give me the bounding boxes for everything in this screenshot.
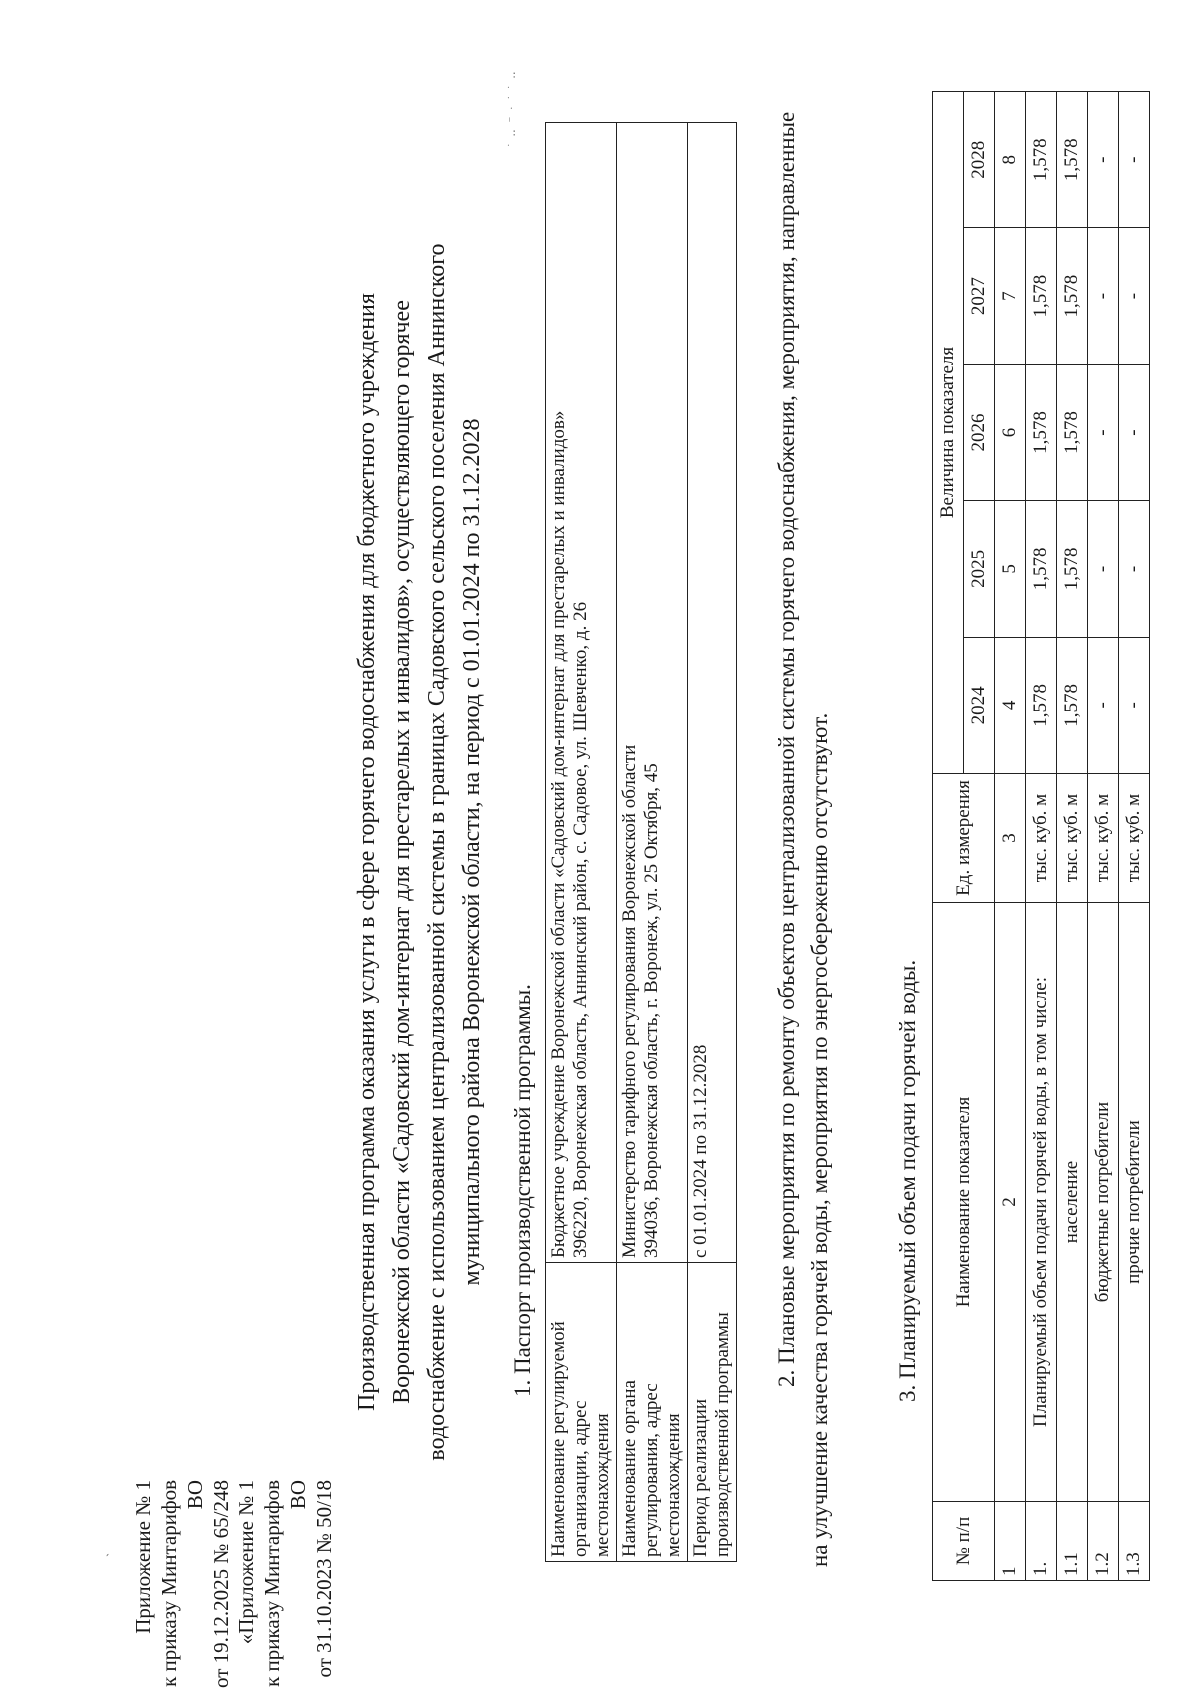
col-header-year: 2025 bbox=[964, 501, 995, 637]
row-num: 1. bbox=[1026, 1502, 1057, 1581]
row-value: - bbox=[1119, 364, 1150, 500]
passport-value bbox=[688, 123, 737, 1263]
row-num: 1.1 bbox=[1057, 1502, 1088, 1581]
row-value: - bbox=[1088, 92, 1119, 228]
scan-artifact: ˙ ‥ ⁻ · ˙ ˙ ‥ bbox=[506, 69, 518, 147]
appendix-old-line1: «Приложение № 1 bbox=[234, 1480, 258, 1645]
appendix-new-line3: от 19.12.2025 № 65/248 bbox=[209, 1480, 233, 1689]
row-value: 1,578 bbox=[1026, 92, 1057, 228]
col-header-value-group: Величина показателя bbox=[933, 92, 964, 774]
table-header-row bbox=[933, 92, 964, 1581]
col-header-unit: Ед. измерения bbox=[933, 774, 995, 903]
section3-heading: 3. Планируемый объем подачи горячей воды. bbox=[895, 959, 920, 1402]
row-value: 1,578 bbox=[1057, 228, 1088, 364]
row-name: Планируемый объем подачи горячей воды, в том числе: bbox=[1026, 903, 1057, 1502]
col-header-year: 2026 bbox=[964, 364, 995, 500]
row-value: 1,578 bbox=[1026, 501, 1057, 637]
passport-row bbox=[688, 123, 737, 1562]
title-line1: Производственная программа оказания услуги в сфере горячего водоснабжения для бюджетного учреждения bbox=[354, 293, 380, 1411]
column-number-row bbox=[995, 92, 1026, 1581]
col-header-name: Наименование показателя bbox=[933, 903, 995, 1502]
title-line2: Воронежской области «Садовский дом-интернат для престарелых и инвалидов», осуществляющего горячее bbox=[389, 300, 415, 1404]
title-line3: водоснабжение с использованием централизованной системы в границах Садовского сельского поселения Аннинского bbox=[424, 243, 450, 1461]
row-unit: тыс. куб. м bbox=[1119, 774, 1150, 903]
col-number: 4 bbox=[995, 637, 1026, 773]
row-unit: тыс. куб. м bbox=[1026, 774, 1057, 903]
row-name: население bbox=[1057, 903, 1088, 1502]
col-header-year: 2027 bbox=[964, 228, 995, 364]
row-value: 1,578 bbox=[1026, 364, 1057, 500]
table-row bbox=[1026, 92, 1057, 1581]
appendix-old-line3: от 31.10.2023 № 50/18 bbox=[312, 1480, 336, 1678]
row-value: 1,578 bbox=[1026, 228, 1057, 364]
col-header-num: № п/п bbox=[933, 1502, 995, 1581]
col-header-year: 2024 bbox=[964, 637, 995, 773]
row-num: 1.2 bbox=[1088, 1502, 1119, 1581]
col-header-year: 2028 bbox=[964, 92, 995, 228]
row-value: - bbox=[1119, 501, 1150, 637]
passport-row bbox=[546, 123, 617, 1562]
passport-value-line: с 01.01.2024 по 31.12.2028 bbox=[690, 1044, 711, 1258]
col-number: 7 bbox=[995, 228, 1026, 364]
passport-label: Наименование органа регулирования, адрес местонахождения bbox=[617, 1263, 688, 1562]
col-number: 5 bbox=[995, 501, 1026, 637]
table-row bbox=[1088, 92, 1119, 1581]
col-number: 6 bbox=[995, 364, 1026, 500]
row-unit: тыс. куб. м bbox=[1088, 774, 1119, 903]
row-unit: тыс. куб. м bbox=[1057, 774, 1088, 903]
section2-text: 2. Плановые мероприятия по ремонту объектов централизованной системы горячего водоснабжения, мероприятия, направленные на улучшение качества горячей воды, мероприятия по энергосбережению отсутствуют. bbox=[774, 111, 832, 1567]
passport-value-line: 396220, Воронежская область, Аннинский район, с. Садовое, ул. Шевченко, д. 26 bbox=[570, 601, 591, 1258]
row-name: бюджетные потребители bbox=[1088, 903, 1119, 1502]
passport-value bbox=[617, 123, 688, 1263]
row-value: 1,578 bbox=[1057, 637, 1088, 773]
row-value: - bbox=[1088, 637, 1119, 773]
passport-row bbox=[617, 123, 688, 1562]
table-row bbox=[1119, 92, 1150, 1581]
scan-artifact-dot: ˏ bbox=[95, 1553, 109, 1557]
appendix-old-line2: к приказу Минтарифов ВО bbox=[260, 1480, 310, 1687]
section1-heading: 1. Паспорт производственной программы. bbox=[510, 984, 535, 1397]
col-number: 1 bbox=[995, 1502, 1026, 1581]
row-num: 1.3 bbox=[1119, 1502, 1150, 1581]
row-name: прочие потребители bbox=[1119, 903, 1150, 1502]
row-value: 1,578 bbox=[1057, 92, 1088, 228]
volume-table bbox=[932, 91, 1150, 1581]
passport-value-line: Бюджетное учреждение Воронежской области «Садовский дом-интернат для престарелых и инвалидов» bbox=[548, 410, 569, 1258]
passport-label: Наименование регулируемой организации, адрес местонахождения bbox=[546, 1263, 617, 1562]
row-value: - bbox=[1119, 637, 1150, 773]
appendix-new-line2: к приказу Минтарифов ВО bbox=[157, 1480, 207, 1687]
passport-table bbox=[545, 122, 737, 1562]
table-row bbox=[1057, 92, 1088, 1581]
row-value: 1,578 bbox=[1057, 501, 1088, 637]
appendix-header-old bbox=[233, 1480, 337, 1707]
appendix-header-new bbox=[130, 1480, 234, 1707]
row-value: 1,578 bbox=[1057, 364, 1088, 500]
row-value: - bbox=[1088, 501, 1119, 637]
passport-label: Период реализации производственной программы bbox=[688, 1263, 737, 1562]
title-line4: муниципального района Воронежской области, на период с 01.01.2024 по 31.12.2028 bbox=[459, 418, 485, 1286]
row-value: - bbox=[1119, 92, 1150, 228]
col-number: 8 bbox=[995, 92, 1026, 228]
passport-value bbox=[546, 123, 617, 1263]
row-value: - bbox=[1088, 364, 1119, 500]
row-value: 1,578 bbox=[1026, 637, 1057, 773]
document-title bbox=[350, 172, 490, 1532]
col-number: 3 bbox=[995, 774, 1026, 903]
row-value: - bbox=[1119, 228, 1150, 364]
appendix-new-line1: Приложение № 1 bbox=[131, 1480, 155, 1634]
passport-value-line: 394036, Воронежская область, г. Воронеж, ул. 25 Октября, 45 bbox=[641, 763, 662, 1258]
row-value: - bbox=[1088, 228, 1119, 364]
passport-value-line: Министерство тарифного регулирования Воронежской области bbox=[619, 744, 640, 1258]
col-number: 2 bbox=[995, 903, 1026, 1502]
